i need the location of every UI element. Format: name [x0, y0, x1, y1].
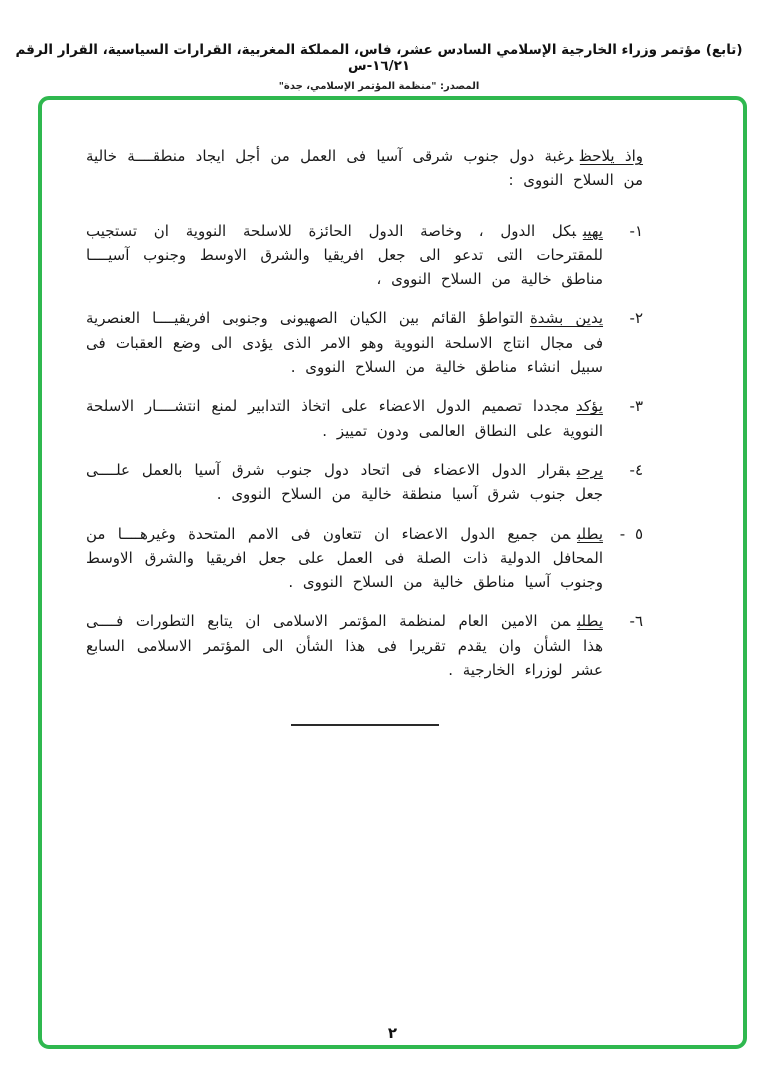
- item-text: [86, 522, 603, 595]
- item-body: بكل الدول ، وخاصة الدول الحائزة للاسلحة النووية ان تستجيب للمقترحات التى تدعو الى جعل افريقيا والشرق الاوسط وجنوب آسيــــا مناطق خالية من السلاح النووى ،: [86, 221, 603, 289]
- preamble-lead: واذ يلاحظ: [579, 147, 644, 165]
- item-body: مجددا تصميم الدول الاعضاء على اتخاذ التدابير لمنع انتشــــار الاسلحة النووية على النطاق العالمى ودون تمييز .: [86, 397, 603, 440]
- page-number: ٢: [387, 1024, 398, 1042]
- item-number: ٤-: [629, 460, 643, 479]
- resolution-item-6: [86, 609, 643, 682]
- item-text: [86, 609, 603, 682]
- document-header: [0, 0, 758, 92]
- content-border-box: [38, 96, 747, 1049]
- resolution-item-3: [86, 394, 643, 443]
- section-divider: [291, 724, 439, 726]
- item-text: [86, 306, 603, 379]
- item-lead: يطلب: [577, 612, 603, 631]
- item-number: ١-: [629, 221, 643, 240]
- item-body: من الامين العام لمنظمة المؤتمر الاسلامى ان يتابع التطورات فــــى هذا الشأن وان يقدم تقريرا فى هذا الشأن الى المؤتمر الاسلامى السابع عشر لوزراء الخارجية .: [86, 612, 603, 680]
- header-title: (تابع) مؤتمر وزراء الخارجية الإسلامي السادس عشر، فاس، المملكة المغربية، القرارات السياسية، القرار الرقم ١٦/٢١-س: [15, 42, 743, 74]
- item-number: ٥ -: [619, 524, 643, 543]
- item-text: [86, 458, 603, 507]
- item-lead: يهيب: [582, 221, 603, 240]
- item-number: ٢-: [629, 309, 643, 328]
- preamble-paragraph: [86, 144, 643, 193]
- item-text: [86, 219, 603, 292]
- document-body: [42, 100, 743, 726]
- item-text: [86, 394, 603, 443]
- item-number: ٦-: [629, 612, 643, 631]
- preamble-text: رغبة دول جنوب شرقى آسيا فى العمل من أجل ايجاد منطقــــة خالية من السلاح النووى :: [86, 147, 643, 190]
- item-lead: يطلب: [577, 524, 603, 543]
- item-body: التواطؤ القائم بين الكيان الصهيونى وجنوبى افريقيــــا العنصرية فى مجال انتاج الاسلحة النووية وهو الامر الذى يؤدى الى وضع العقبات فى سبيل انشاء مناطق خالية من السلاح النووى .: [86, 309, 603, 377]
- item-lead: يؤكد: [576, 397, 603, 416]
- item-body: بقرار الدول الاعضاء فى اتحاد دول جنوب شرق آسيا بالعمل علــــى جعل جنوب شرق آسيا منطقة خالية من السلاح النووى .: [86, 460, 603, 504]
- item-body: من جميع الدول الاعضاء ان تتعاون فى الامم المتحدة وغيرهــــا من المحافل الدولية ذات الصلة فى العمل على جعل افريقيا والشرق الاوسط وجنوب آسيا مناطق خالية من السلاح النووى .: [86, 524, 603, 592]
- item-lead: يرحب: [576, 460, 603, 479]
- header-source-line: المصدر: "منظمة المؤتمر الإسلامي، جدة": [278, 81, 480, 92]
- resolution-item-5: [86, 522, 643, 595]
- resolution-item-2: [86, 306, 643, 379]
- item-lead: يدين بشدة: [529, 309, 604, 328]
- resolution-item-4: [86, 458, 643, 507]
- item-number: ٣-: [629, 397, 643, 416]
- resolution-item-1: [86, 219, 643, 292]
